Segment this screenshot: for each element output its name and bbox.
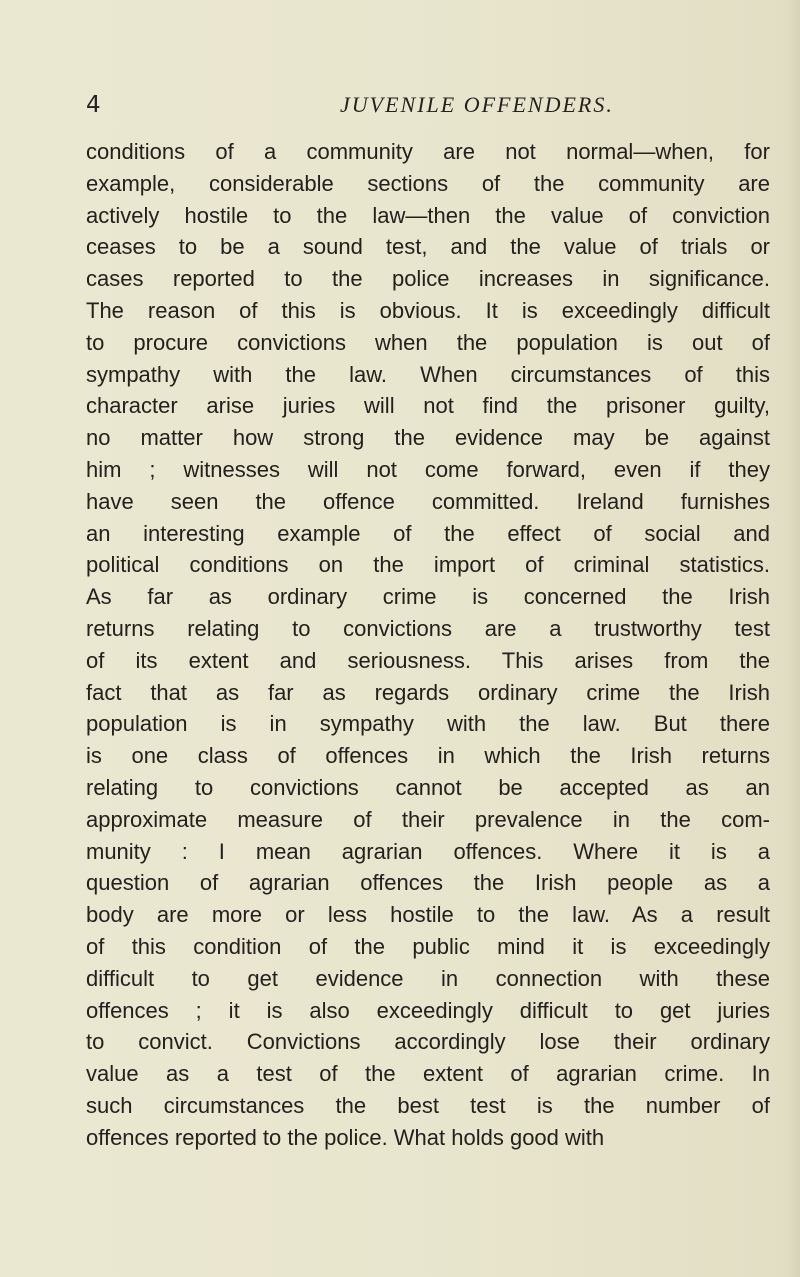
text-line: returns relating to convictions are a trustworthy test — [86, 615, 770, 641]
text-line: munity : I mean agrarian offences. Where it is a — [86, 838, 770, 864]
text-line: political conditions on the import of criminal statistics. — [86, 552, 770, 578]
text-line: fact that as far as regards ordinary crime the Irish — [86, 679, 770, 705]
text-line: question of agrarian offences the Irish people as a — [86, 870, 770, 896]
text-line: of its extent and seriousness. This arises from the — [86, 647, 770, 673]
text-line: offences ; it is also exceedingly difficult to get juries — [86, 997, 770, 1023]
body-paragraph — [86, 136, 770, 1154]
text-line: cases reported to the police increases in significance. — [86, 266, 770, 292]
text-line: difficult to get evidence in connection with these — [86, 965, 770, 991]
text-line: have seen the offence committed. Ireland furnishes — [86, 488, 770, 514]
running-head — [0, 88, 800, 128]
text-line: ceases to be a sound test, and the value of trials or — [86, 234, 770, 260]
text-line: him ; witnesses will not come forward, even if they — [86, 456, 770, 482]
text-line: body are more or less hostile to the law. As a result — [86, 902, 770, 928]
text-line: population is in sympathy with the law. But there — [86, 711, 770, 737]
text-line: no matter how strong the evidence may be against — [86, 425, 770, 451]
text-line: to procure convictions when the population is out of — [86, 329, 770, 355]
text-line: sympathy with the law. When circumstances of this — [86, 361, 770, 387]
text-line: conditions of a community are not normal—when, for — [86, 139, 770, 164]
text-line: relating to convictions cannot be accepted as an — [86, 774, 770, 800]
text-line: an interesting example of the effect of social and — [86, 520, 770, 546]
text-line: to convict. Convictions accordingly lose their ordinary — [86, 1029, 770, 1055]
running-title: JUVENILE OFFENDERS. — [340, 92, 614, 117]
text-line: actively hostile to the law—then the value of conviction — [86, 202, 770, 228]
text-line: example, considerable sections of the community are — [86, 170, 770, 196]
text-line: of this condition of the public mind it is exceedingly — [86, 933, 770, 959]
text-line: such circumstances the best test is the number of — [86, 1092, 770, 1118]
text-line: offences reported to the police. What holds good with — [86, 1124, 605, 1150]
text-line: is one class of offences in which the Irish returns — [86, 743, 770, 769]
text-line: As far as ordinary crime is concerned the Irish — [86, 584, 770, 610]
page-number: 4 — [86, 92, 101, 118]
page-edge-shadow — [786, 0, 800, 1277]
text-line: approximate measure of their prevalence in the com- — [86, 806, 770, 832]
text-line: value as a test of the extent of agrarian crime. In — [86, 1061, 770, 1087]
text-line: character arise juries will not find the prisoner guilty, — [86, 393, 770, 419]
text-line: The reason of this is obvious. It is exceedingly difficult — [86, 297, 770, 323]
